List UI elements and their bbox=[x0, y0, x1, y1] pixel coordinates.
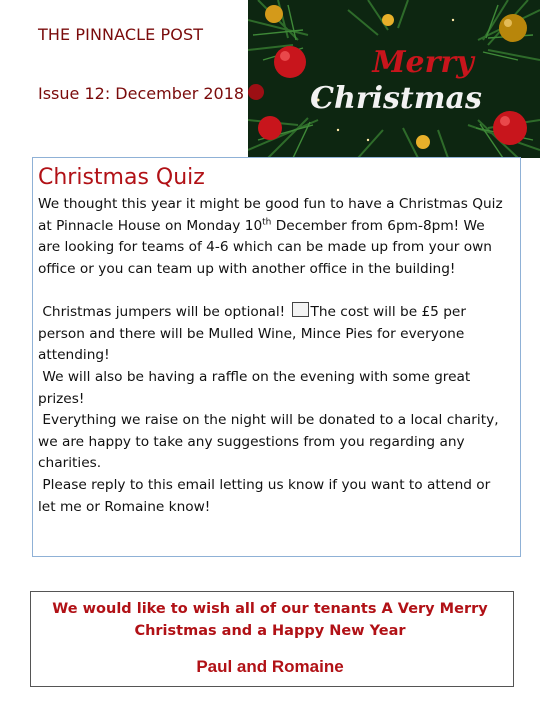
quiz-para5-text: Please reply to this email letting us know if you want to attend or let me or Romaine know! bbox=[38, 477, 491, 515]
quiz-paragraph-charity bbox=[38, 410, 508, 475]
quiz-para4-text: Everything we raise on the night will be donated to a local charity, we are happy to take any suggestions from you regarding any charities. bbox=[38, 412, 499, 472]
christmas-banner-image bbox=[248, 0, 540, 158]
quiz-para1-sup: th bbox=[262, 217, 272, 228]
quiz-paragraph-intro bbox=[38, 194, 508, 280]
quiz-paragraph-jumpers bbox=[38, 302, 508, 367]
quiz-para1-text-b: December from 6pm-8pm! We are looking for teams of 4-6 which can be made up from your own office or you can team up with another office in the building! bbox=[38, 217, 492, 277]
missing-glyph-icon bbox=[292, 302, 309, 317]
quiz-para2-text: Christmas jumpers will be optional! bbox=[42, 304, 286, 320]
greeting-message: We would like to wish all of our tenants A Very Merry Christmas and a Happy New Year bbox=[52, 601, 488, 639]
banner-artwork bbox=[248, 0, 540, 158]
quiz-paragraph-reply bbox=[38, 475, 508, 518]
quiz-title: Christmas Quiz bbox=[38, 165, 205, 190]
masthead-issue: Issue 12: December 2018 bbox=[38, 84, 245, 103]
masthead-title: THE PINNACLE POST bbox=[38, 25, 204, 44]
banner-text-merry: Merry bbox=[372, 45, 474, 80]
quiz-paragraph-raffle bbox=[38, 367, 508, 410]
greeting-signature: Paul and Romaine bbox=[196, 657, 344, 676]
quiz-para1-text: We thought this year it might be good fun to have a Christmas Quiz at Pinnacle House on Monday 10 bbox=[38, 196, 503, 234]
banner-text-christmas: Christmas bbox=[310, 81, 482, 116]
quiz-para2-text-b: The cost will be £5 per person and there will be Mulled Wine, Mince Pies for everyone attending! bbox=[38, 304, 466, 364]
quiz-para3-text: We will also be having a raffle on the evening with some great prizes! bbox=[38, 369, 471, 407]
